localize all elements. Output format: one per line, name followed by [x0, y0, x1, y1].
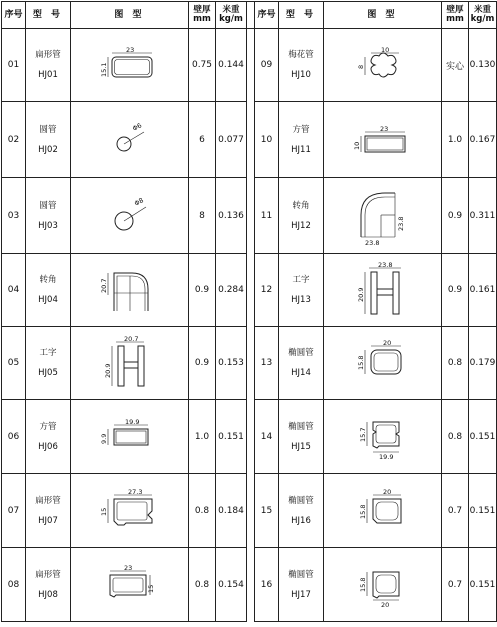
i-beam-drawing [90, 336, 170, 390]
column-gap [247, 29, 255, 102]
wall-thickness: 0.9 [189, 254, 216, 327]
model-cell [279, 102, 324, 178]
model-cell [26, 474, 71, 548]
wall-thickness: 实心 [442, 29, 469, 102]
profile-drawing-cell [324, 474, 442, 548]
profile-drawing-cell [324, 548, 442, 622]
wall-thickness: 0.8 [189, 548, 216, 622]
header-figure: 图 型 [71, 2, 189, 29]
model-cell [279, 254, 324, 327]
weight-per-meter: 0.136 [216, 178, 247, 254]
profile-name: 圆管 [39, 200, 57, 211]
header-weight: 米重 kg/m [216, 2, 247, 29]
dim-label: 23.8 [364, 238, 379, 247]
weight-per-meter: 0.151 [469, 474, 497, 548]
header-seq: 序号 [2, 2, 26, 29]
wall-thickness: 1.0 [442, 102, 469, 178]
profile-code: HJ17 [291, 589, 311, 600]
column-gap [247, 400, 255, 474]
profile-drawing-cell [71, 102, 189, 178]
table-row [2, 29, 497, 102]
square-tube-drawing [343, 120, 423, 160]
header-seq: 序号 [255, 2, 279, 29]
profile-code: HJ01 [38, 70, 58, 80]
seq-number: 14 [255, 400, 279, 474]
profile-name: 椭圆管 [288, 421, 314, 432]
profile-name: 方管 [292, 124, 310, 135]
seq-number: 13 [255, 327, 279, 400]
profile-code: HJ14 [291, 368, 311, 378]
profile-drawing-cell [71, 29, 189, 102]
oval-tube-drawing [343, 562, 423, 608]
table-row [2, 548, 497, 622]
flat-tube-drawing [90, 45, 170, 85]
profile-code: HJ06 [38, 441, 58, 452]
column-gap [247, 102, 255, 178]
seq-number: 06 [2, 400, 26, 474]
dim-label: 15.7 [358, 427, 367, 442]
dim-label: 19.9 [124, 418, 139, 426]
profile-drawing-cell [71, 254, 189, 327]
header-wall: 壁厚 mm [189, 2, 216, 29]
profile-code: HJ03 [38, 220, 58, 231]
seq-number: 02 [2, 102, 26, 178]
model-cell [279, 474, 324, 548]
profile-drawing-cell [324, 254, 442, 327]
profile-code: HJ04 [38, 295, 58, 305]
seq-number: 01 [2, 29, 26, 102]
dim-label: 15 [99, 507, 108, 516]
dim-label: 10 [352, 141, 361, 150]
seq-number: 10 [255, 102, 279, 178]
column-gap [247, 254, 255, 327]
table-row [2, 178, 497, 254]
wall-thickness: 0.9 [442, 254, 469, 327]
profile-name: 椭圆管 [288, 569, 314, 580]
profile-name: 扁形管 [35, 50, 61, 60]
seq-number: 11 [255, 178, 279, 254]
profile-code: HJ05 [38, 368, 58, 378]
profile-code: HJ12 [291, 220, 311, 231]
table-row [2, 400, 497, 474]
dim-label: 23 [125, 46, 134, 54]
model-cell [279, 548, 324, 622]
profile-name: 椭圆管 [288, 495, 314, 506]
profile-code: HJ16 [291, 515, 311, 526]
model-cell [26, 400, 71, 474]
wall-thickness: 1.0 [189, 400, 216, 474]
profile-drawing-cell [324, 178, 442, 254]
header-row [2, 2, 497, 29]
oval-tube-drawing [343, 340, 423, 386]
dim-label: Φ8 [132, 195, 145, 208]
profile-name: 椭圆管 [288, 348, 314, 358]
dim-label: 20 [380, 600, 389, 608]
seq-number: 07 [2, 474, 26, 548]
profile-name: 圆管 [39, 124, 57, 135]
oval-tube-drawing [343, 489, 423, 533]
model-cell [279, 400, 324, 474]
corner-profile-drawing [343, 185, 423, 247]
profile-drawing-cell [71, 548, 189, 622]
plum-tube-drawing [343, 45, 423, 85]
weight-per-meter: 0.130 [469, 29, 497, 102]
profile-drawing-cell [324, 102, 442, 178]
seq-number: 08 [2, 548, 26, 622]
oval-tube-drawing [343, 414, 423, 460]
seq-number: 09 [255, 29, 279, 102]
profile-drawing-cell [324, 29, 442, 102]
dim-label: 20.7 [99, 278, 108, 293]
profile-name: 方管 [39, 421, 57, 432]
wall-thickness: 0.8 [189, 474, 216, 548]
column-gap [247, 327, 255, 400]
dim-label: 15 [146, 584, 155, 593]
profile-drawing-cell [71, 327, 189, 400]
profile-name: 转角 [292, 200, 310, 211]
weight-per-meter: 0.151 [469, 400, 497, 474]
dim-label: Φ6 [130, 120, 143, 133]
column-gap [247, 474, 255, 548]
table-row [2, 102, 497, 178]
dim-label: 10 [380, 46, 389, 54]
profile-code: HJ08 [38, 589, 58, 600]
profile-name: 扁形管 [35, 569, 61, 580]
wall-thickness: 0.7 [442, 474, 469, 548]
dim-label: 23.8 [377, 262, 392, 269]
seq-number: 04 [2, 254, 26, 327]
dim-label: 20.9 [356, 287, 365, 302]
model-cell [26, 254, 71, 327]
table-row [2, 327, 497, 400]
seq-number: 12 [255, 254, 279, 327]
seq-number: 05 [2, 327, 26, 400]
dim-label: 15.8 [358, 577, 367, 592]
model-cell [279, 178, 324, 254]
dim-label: 8 [356, 64, 365, 69]
dim-label: 20 [382, 340, 391, 347]
profile-name: 工字 [292, 275, 310, 285]
model-cell [26, 29, 71, 102]
flat-tube-drawing [90, 563, 170, 607]
dim-label: 23 [123, 563, 132, 572]
profile-drawing-cell [71, 400, 189, 474]
wall-thickness: 6 [189, 102, 216, 178]
dim-label: 15.8 [356, 355, 365, 370]
dim-label: 9.9 [99, 433, 108, 444]
header-model: 型 号 [26, 2, 71, 29]
wall-thickness: 0.8 [442, 400, 469, 474]
model-cell [279, 29, 324, 102]
header-figure: 图 型 [324, 2, 442, 29]
table-row [2, 474, 497, 548]
header-model: 型 号 [279, 2, 324, 29]
profile-code: HJ15 [291, 441, 311, 452]
dim-label: 20 [382, 488, 391, 496]
profile-code: HJ11 [291, 144, 311, 155]
dim-label: 23.8 [396, 216, 405, 231]
model-cell [26, 327, 71, 400]
weight-per-meter: 0.151 [469, 548, 497, 622]
corner-profile-drawing [90, 265, 170, 315]
column-gap [247, 178, 255, 254]
wall-thickness: 0.75 [189, 29, 216, 102]
dim-label: 23 [379, 124, 388, 133]
flat-tube-drawing [90, 489, 170, 533]
weight-per-meter: 0.154 [216, 548, 247, 622]
weight-per-meter: 0.311 [469, 178, 497, 254]
weight-per-meter: 0.184 [216, 474, 247, 548]
dim-label: 20.9 [103, 363, 112, 378]
model-cell [26, 548, 71, 622]
model-cell [26, 178, 71, 254]
profile-name: 梅花管 [288, 50, 314, 60]
wall-thickness: 0.9 [189, 327, 216, 400]
round-tube-drawing [90, 120, 170, 160]
weight-per-meter: 0.153 [216, 327, 247, 400]
profile-drawing-cell [324, 327, 442, 400]
profile-code: HJ07 [38, 515, 58, 526]
dim-label: 15.8 [358, 504, 367, 519]
weight-per-meter: 0.144 [216, 29, 247, 102]
wall-thickness: 0.9 [442, 178, 469, 254]
profile-spec-table [1, 1, 497, 622]
i-beam-drawing [343, 262, 423, 318]
table-row [2, 254, 497, 327]
dim-label: 20.7 [123, 336, 138, 343]
profile-name: 转角 [39, 275, 57, 285]
weight-per-meter: 0.161 [469, 254, 497, 327]
model-cell [279, 327, 324, 400]
profile-name: 扁形管 [35, 495, 61, 506]
round-tube-drawing [90, 193, 170, 239]
weight-per-meter: 0.167 [469, 102, 497, 178]
seq-number: 03 [2, 178, 26, 254]
profile-drawing-cell [71, 474, 189, 548]
dim-label: 19.9 [378, 452, 393, 460]
weight-per-meter: 0.179 [469, 327, 497, 400]
dim-label: 15.1 [99, 62, 108, 77]
profile-code: HJ13 [291, 295, 311, 305]
profile-name: 工字 [39, 348, 57, 358]
square-tube-drawing [90, 419, 170, 455]
model-cell [26, 102, 71, 178]
header-wall: 壁厚 mm [442, 2, 469, 29]
column-gap [247, 2, 255, 29]
wall-thickness: 0.8 [442, 327, 469, 400]
column-gap [247, 548, 255, 622]
weight-per-meter: 0.077 [216, 102, 247, 178]
weight-per-meter: 0.284 [216, 254, 247, 327]
profile-code: HJ10 [291, 70, 311, 80]
dim-label: 27.3 [127, 488, 142, 496]
profile-drawing-cell [71, 178, 189, 254]
wall-thickness: 8 [189, 178, 216, 254]
profile-code: HJ02 [38, 144, 58, 155]
seq-number: 16 [255, 548, 279, 622]
wall-thickness: 0.7 [442, 548, 469, 622]
header-weight: 米重 kg/m [469, 2, 497, 29]
weight-per-meter: 0.151 [216, 400, 247, 474]
profile-drawing-cell [324, 400, 442, 474]
seq-number: 15 [255, 474, 279, 548]
